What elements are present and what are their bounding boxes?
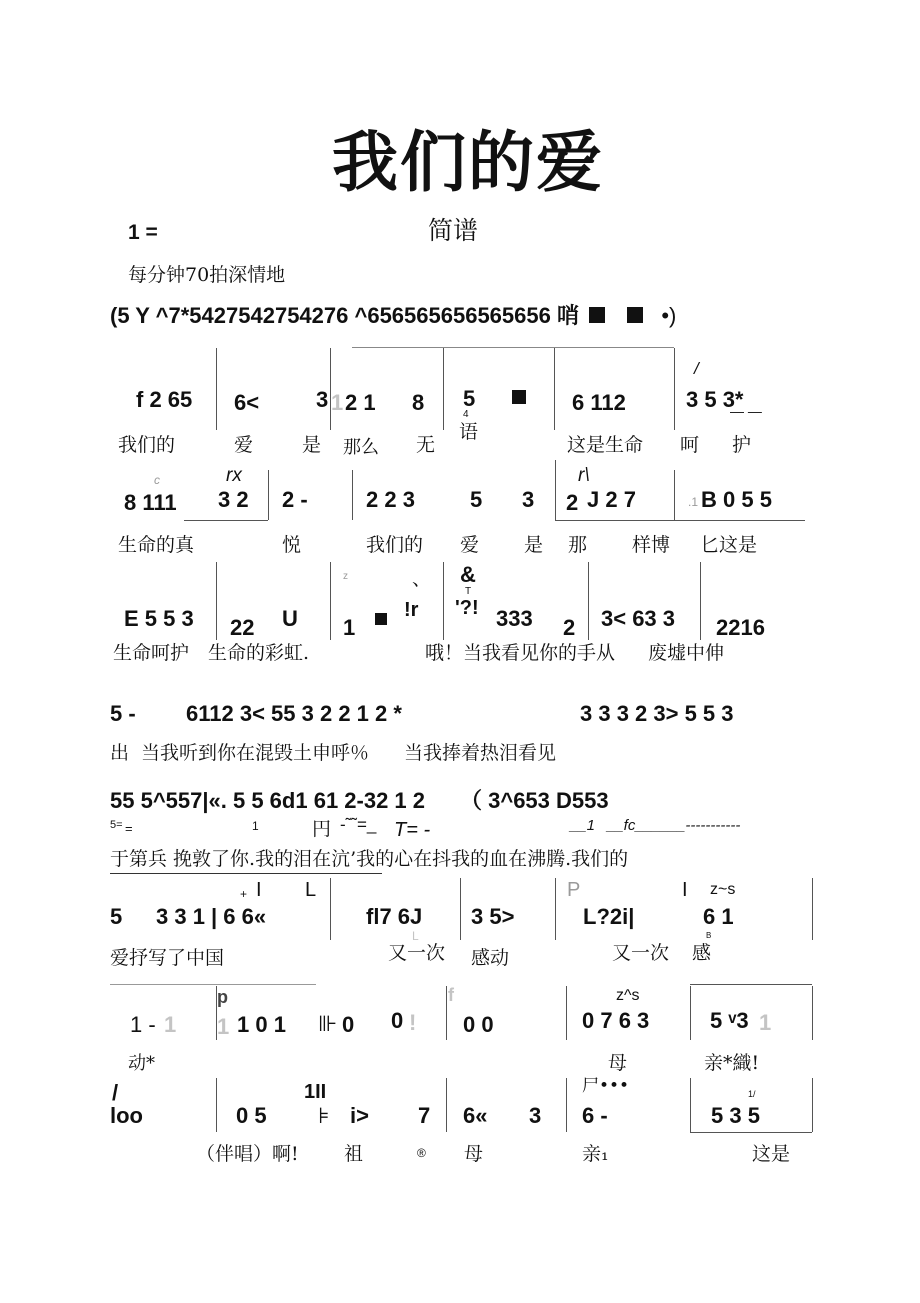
staff-line (690, 1132, 812, 1133)
mark: __fc______----------- (607, 817, 741, 834)
lyric: 母 (608, 1052, 628, 1074)
lyric: 样博 (632, 534, 671, 556)
notes: 1 (759, 1010, 772, 1035)
notes: 1 (164, 1012, 177, 1037)
mark: -˜˜=_ (340, 815, 377, 834)
mark: p (217, 987, 228, 1007)
bar-line (566, 1078, 567, 1132)
tick-mark: / (694, 359, 699, 378)
lyric: 是 (302, 434, 322, 456)
mark: f (448, 985, 454, 1005)
bar-line (216, 348, 217, 430)
bar-line (812, 986, 813, 1040)
song-title: 我们的爱 (332, 124, 604, 201)
bar-line (330, 348, 331, 430)
notes: 5 (463, 386, 476, 411)
notes: 0 0 (463, 1012, 494, 1037)
mark: L (305, 879, 317, 901)
mark: P (567, 879, 581, 901)
lyric: 这是 (752, 1143, 791, 1165)
notes: loo (110, 1103, 143, 1128)
lyric: 又一次 (388, 942, 446, 964)
notes: 0 7 6 3 (582, 1008, 650, 1033)
lyric: 祖 (344, 1143, 364, 1165)
mark: T (465, 586, 472, 597)
mark: 1/ (748, 1089, 756, 1099)
lyric: 我们的 (118, 434, 176, 456)
lyric: 亲₁ (582, 1143, 609, 1165)
notes: 1 0 1 (237, 1012, 286, 1037)
lyric: 感 (692, 942, 712, 964)
dash-mark: — — (730, 403, 762, 419)
mark: 1II (304, 1081, 327, 1103)
lyric: 护 (732, 434, 752, 456)
lyric: 爱 (460, 534, 480, 556)
bar-line (446, 1078, 447, 1132)
bar-line (690, 986, 691, 1040)
lyric: 无 (416, 434, 436, 456)
bar-line (216, 1078, 217, 1132)
lyric: 当我听到你在混毁土申呼％ (141, 742, 370, 764)
bar-line (443, 348, 444, 430)
bar-line (812, 878, 813, 940)
notes: （ 3^653 D553 (460, 788, 609, 813)
mark: 、 (412, 568, 432, 590)
lyric: （伴唱）啊! (196, 1143, 299, 1165)
notes: 2 (563, 615, 576, 640)
slur-line (352, 347, 674, 348)
mark: 1 (252, 819, 259, 833)
staff-line (110, 984, 316, 985)
notes: fl7 6J (366, 904, 423, 929)
bar-line (446, 986, 447, 1040)
notes: f 2 65 (136, 387, 193, 412)
key-signature: 1 = (128, 221, 158, 244)
bar-line (443, 562, 444, 640)
lyric: 爱抒写了中国 (110, 947, 225, 969)
notes: 3 (522, 487, 535, 512)
intro-line (110, 305, 676, 327)
lyric: 生命的彩虹. (208, 642, 310, 664)
bar-line (330, 562, 331, 640)
intro-notes: (5 Y ^7*5427542754276 ^656565656565656 哨 (110, 303, 579, 328)
lyric: 亲*織! (704, 1052, 760, 1074)
notes: 2 2 3 (366, 487, 415, 512)
notes: 6 - (582, 1103, 608, 1128)
notes: 3 5 3* (686, 387, 744, 412)
bar-symbol: ⊪ (318, 1011, 338, 1036)
notes: 333 (496, 606, 533, 631)
lyric: 于第兵 挽敦了你.我的泪在沆’我的心在抖我的血在沸腾.我们的 (110, 848, 629, 870)
notes: U (282, 606, 298, 631)
lyric: 母 (464, 1143, 484, 1165)
mark: z^s (616, 987, 640, 1004)
notes: 5 (110, 904, 123, 929)
lyric: 哦！当我看见你的手从 (425, 642, 616, 664)
notes: !r (404, 599, 419, 621)
notes: L?2i| (583, 904, 635, 929)
notes: 3 3 1 | 6 6« (156, 904, 267, 929)
notes: 22 (230, 615, 255, 640)
notes: 6< (234, 390, 260, 415)
notes: 3< 63 3 (601, 606, 676, 631)
notes: 5 - (110, 701, 136, 726)
mark: I (682, 879, 688, 901)
notes: 1 - (130, 1012, 156, 1037)
notes: 5 ᵛ3 (710, 1008, 749, 1033)
notes: 0 5 (236, 1103, 267, 1128)
mark: z~s (710, 881, 736, 898)
lyric: 感动 (471, 947, 510, 969)
mark: z (343, 571, 348, 582)
lyric: 语 (459, 421, 479, 443)
mark: I (256, 879, 262, 901)
lyric: 爱 (234, 434, 254, 456)
mark: + (240, 887, 248, 901)
mark: rx (226, 465, 242, 486)
bar-line (674, 348, 675, 430)
notes: 5 3 5 (711, 1103, 760, 1128)
bar-line (690, 1078, 691, 1132)
mark: = (125, 821, 133, 836)
block-mark (627, 307, 643, 323)
bar-line (812, 1078, 813, 1132)
bar-line (555, 460, 556, 520)
mark: 円 (312, 818, 332, 840)
lyric: 当我捧着热泪看见 (404, 742, 557, 764)
block-mark (589, 307, 605, 323)
staff-line (555, 520, 805, 521)
bar-line (700, 562, 701, 640)
notes: B 0 5 5 (701, 487, 772, 512)
notes: 55 5^557|«. 5 5 6d1 61 2-32 1 2 (110, 788, 426, 813)
lyric: 是 (524, 534, 544, 556)
bar-line (460, 878, 461, 940)
notes: 1 (331, 390, 344, 415)
mark: c (154, 473, 160, 487)
lyric: 废墟中伸 (648, 642, 725, 664)
bar-line (555, 878, 556, 940)
bar-line (352, 470, 353, 520)
lyric: 又一次 (612, 942, 670, 964)
notes: 0 (391, 1008, 404, 1033)
mark: L (412, 929, 419, 943)
mark: .1 (688, 495, 699, 509)
lyric: 这是生命 (567, 434, 644, 456)
notes: 3 (316, 387, 329, 412)
bar-line (566, 986, 567, 1040)
lyric: 悦 (282, 534, 302, 556)
notes: 6 112 (572, 390, 626, 415)
sub-mark: 4 (463, 409, 469, 420)
lyric: 呵 (680, 434, 700, 456)
lyric: ® (417, 1146, 426, 1160)
bar-line (216, 562, 217, 640)
notes: 2 - (282, 487, 308, 512)
bar-line (330, 878, 331, 940)
mark: __1 (570, 817, 596, 834)
notes: 7 (418, 1103, 431, 1128)
bar-line (588, 562, 589, 640)
lyric: 我们的 (366, 534, 424, 556)
notes: 5 (470, 487, 483, 512)
mark: T= - (394, 819, 431, 841)
notes: 1 (217, 1014, 230, 1039)
notes: 2 1 (345, 390, 376, 415)
notes: 8 111 (124, 490, 177, 515)
notes: 0 (342, 1012, 355, 1037)
mark: 尸••• (582, 1076, 630, 1096)
staff-line (184, 520, 268, 521)
notes: 3 (529, 1103, 542, 1128)
notes: 3 2 (218, 487, 249, 512)
staff-line (690, 984, 812, 985)
notes: i> (350, 1103, 369, 1128)
notes: 6 1 (703, 904, 734, 929)
notes: 2216 (716, 615, 765, 640)
notes: '?! (455, 597, 479, 619)
lyric: 出 (110, 742, 130, 764)
lyric: 生命呵护 (113, 642, 190, 664)
mark: & (460, 562, 476, 587)
lyric: 匕这是 (700, 534, 758, 556)
bar-line (674, 470, 675, 520)
bar-line (268, 470, 269, 520)
mark: B (706, 931, 712, 940)
lyric: 那么 (343, 437, 379, 458)
lyric: 动* (128, 1053, 155, 1074)
notes: 1 (343, 615, 356, 640)
notes: E 5 5 3 (124, 606, 194, 631)
mark: 5= (110, 819, 123, 831)
notes: 3 3 3 2 3> 5 5 3 (580, 701, 734, 726)
notes: 2 (566, 490, 579, 515)
lyric: 生命的真 (118, 534, 195, 556)
mark: r\ (578, 465, 590, 486)
notes: 6« (463, 1103, 488, 1128)
underline (110, 873, 382, 874)
notes: 8 (412, 390, 425, 415)
block-mark (512, 390, 526, 404)
notes: 6112 3< 55 3 2 2 1 2 * (186, 701, 402, 726)
subtitle: 简谱 (428, 216, 479, 245)
bar-line (554, 348, 555, 430)
tempo-marking: 每分钟70拍深情地 (128, 264, 286, 286)
block-mark (375, 613, 387, 625)
mark: / (112, 1080, 119, 1105)
notes: ! (409, 1010, 417, 1035)
notes: J 2 7 (587, 487, 636, 512)
notes: 3 5> (471, 904, 515, 929)
intro-end: •) (661, 303, 677, 328)
lyric: 那 (568, 534, 588, 556)
bar-symbol: ⊧ (318, 1103, 330, 1128)
